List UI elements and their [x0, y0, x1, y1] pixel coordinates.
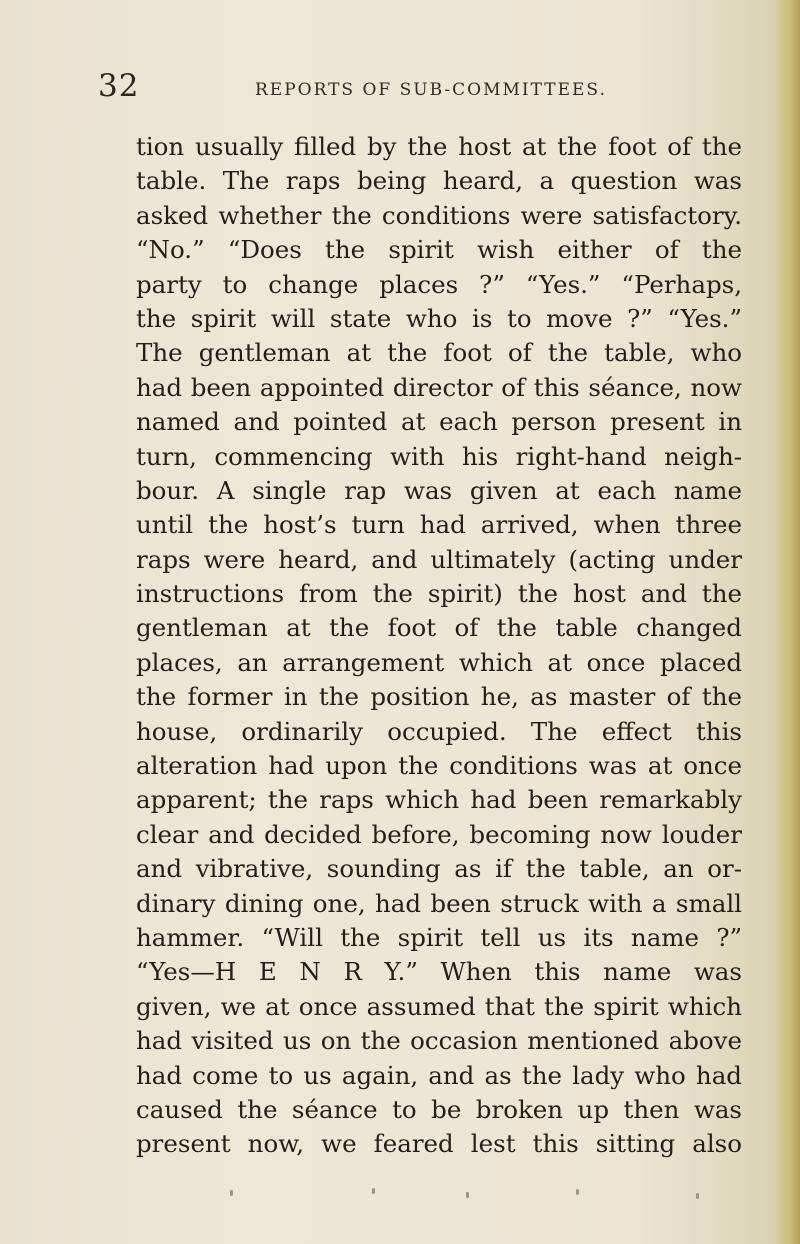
text-line: present now, we feared lest this sitting also	[136, 1129, 742, 1159]
text-line: had visited us on the occasion mentioned above	[136, 1026, 742, 1056]
text-line: gentleman at the foot of the table changed	[136, 613, 742, 643]
text-line: asked whether the conditions were satisfactory.	[136, 200, 742, 230]
ink-speck	[466, 1192, 469, 1198]
text-line: hammer. “Will the spirit tell us its name ?”	[136, 922, 742, 952]
body-text	[136, 130, 742, 1162]
text-line: The gentleman at the foot of the table, who	[136, 338, 742, 368]
text-line: had been appointed director of this séance, now	[136, 372, 742, 402]
text-line: places, an arrangement which at once placed	[136, 647, 742, 677]
text-line: party to change places ?” “Yes.” “Perhaps,	[136, 269, 742, 299]
text-line: apparent; the raps which had been remarkably	[136, 785, 742, 815]
text-line: dinary dining one, had been struck with a small	[136, 888, 742, 918]
ink-speck	[230, 1190, 233, 1196]
text-line: named and pointed at each person present in	[136, 407, 742, 437]
page-edge-shadow	[774, 0, 800, 1244]
text-line: and vibrative, sounding as if the table, an or-	[136, 854, 742, 884]
page-number: 32	[98, 68, 140, 104]
page-specks	[136, 1188, 736, 1202]
text-line: instructions from the spirit) the host and the	[136, 579, 742, 609]
text-line: tion usually filled by the host at the foot of the	[136, 132, 742, 161]
text-line: alteration had upon the conditions was at once	[136, 751, 742, 781]
text-line: clear and decided before, becoming now louder	[136, 819, 742, 849]
text-line: given, we at once assumed that the spirit which	[136, 991, 742, 1021]
text-line: the former in the position he, as master of the	[136, 682, 742, 712]
text-line: turn, commencing with his right-hand neigh-	[136, 441, 742, 471]
text-line: “Yes—H E N R Y.” When this name was	[136, 957, 742, 987]
text-line: had come to us again, and as the lady who had	[136, 1060, 742, 1090]
text-line: house, ordinarily occupied. The effect this	[136, 716, 742, 746]
text-line: bour. A single rap was given at each name	[136, 475, 742, 505]
text-line: table. The raps being heard, a question was	[136, 166, 742, 196]
ink-speck	[372, 1188, 375, 1194]
ink-speck	[576, 1189, 579, 1195]
running-head: REPORTS OF SUB-COMMITTEES.	[255, 80, 607, 100]
page-header	[98, 68, 698, 112]
text-line: the spirit will state who is to move ?” “Yes.”	[136, 303, 742, 333]
text-line: raps were heard, and ultimately (acting under	[136, 544, 742, 574]
text-line: until the host’s turn had arrived, when three	[136, 510, 742, 540]
text-line: caused the séance to be broken up then was	[136, 1094, 742, 1124]
ink-speck	[696, 1193, 699, 1199]
text-line: “No.” “Does the spirit wish either of the	[136, 235, 742, 265]
